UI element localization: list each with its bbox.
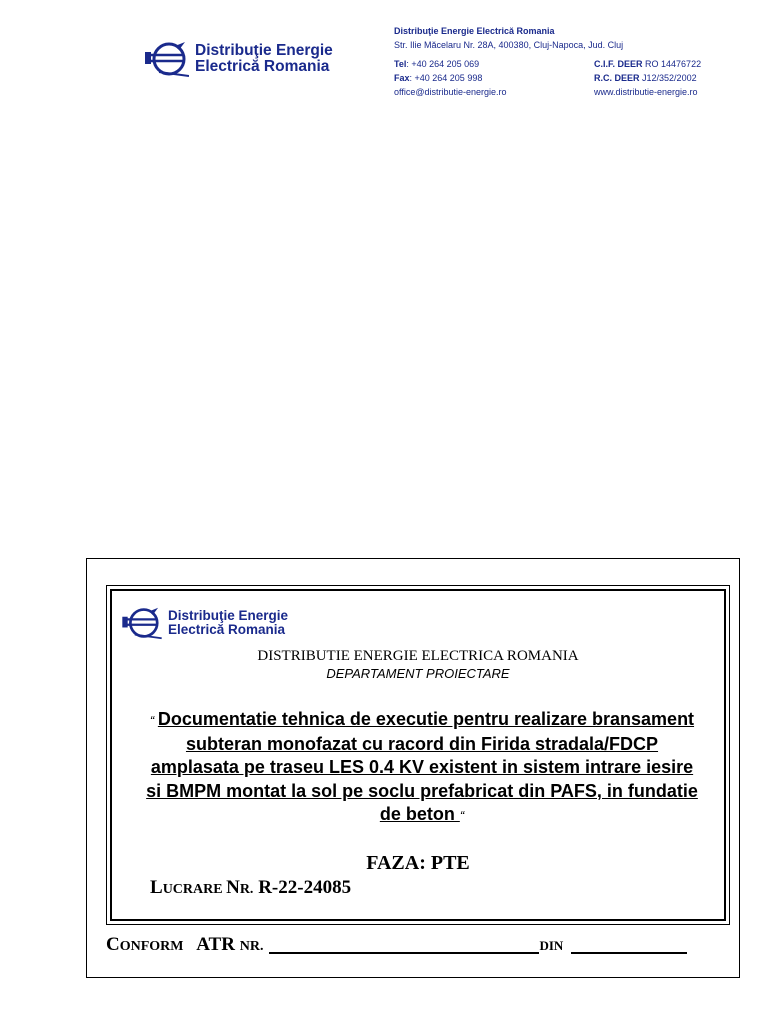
phone-value: : +40 264 205 069 [406, 59, 480, 69]
header-phone [394, 57, 479, 72]
conform-initial: C [106, 934, 120, 955]
work-label-rest: UCRARE [162, 882, 227, 897]
fax-value: : +40 264 205 998 [409, 73, 483, 83]
phase-label: FAZA: [366, 852, 426, 874]
work-number-line [150, 877, 351, 899]
company-logo-icon [122, 606, 162, 640]
company-logo-icon [145, 40, 189, 78]
logo-line-2: Electrică Romania [168, 622, 286, 637]
header-cif [594, 57, 701, 72]
work-number: R-22-24085 [258, 877, 352, 898]
rc-value: J12/352/2002 [642, 73, 697, 83]
rc-label: R.C. DEER [594, 73, 640, 83]
logo-line-1: Distribuţie Energie [195, 41, 333, 59]
logo-wordmark [168, 609, 288, 637]
company-title: DISTRIBUTIE ENERGIE ELECTRICA ROMANIA [257, 648, 579, 664]
phase-value: PTE [430, 852, 470, 874]
nr-label: NR. [239, 939, 264, 954]
close-quote: “ [459, 808, 465, 824]
open-quote: “ [149, 713, 158, 728]
din-label: DIN [539, 938, 564, 953]
header-fax [394, 71, 482, 86]
fax-label: Fax [394, 73, 410, 83]
atr-label: ATR [196, 934, 235, 955]
header-email: office@distributie-energie.ro [394, 87, 507, 97]
atr-number-blank[interactable] [269, 934, 539, 954]
header-address: Str. Ilie Măcelaru Nr. 28A, 400380, Cluj-Napoca, Jud. Cluj [394, 40, 624, 50]
phone-label: Tel [394, 59, 407, 69]
work-nr-initial: N [226, 877, 240, 898]
header-rc [594, 71, 697, 86]
department-name: DEPARTAMENT PROIECTARE [326, 666, 510, 681]
conform-atr-line [106, 934, 687, 956]
logo-line-2: Electrică Romania [195, 58, 330, 75]
header-company-name: Distribuţie Energie Electrică Romania [394, 26, 555, 36]
conform-rest: ONFORM [119, 939, 184, 954]
date-blank[interactable] [571, 934, 687, 954]
document-title [146, 708, 698, 828]
logo-wordmark [195, 43, 333, 76]
company-logo-header [145, 40, 333, 78]
work-label-initial: L [150, 877, 163, 898]
logo-line-1: Distribuţie Energie [168, 607, 289, 623]
cif-value: RO 14476722 [645, 59, 702, 69]
cif-label: C.I.F. DEER [594, 59, 643, 69]
phase-line [106, 852, 730, 875]
document-title-text: Documentatie tehnica de executie pentru realizare bransament subteran monofazat cu racord din Firida stradala/FDCP amplasata pe traseu LES 0.4 KV existent in sistem intrare iesire si BMPM montat la sol pe soclu prefabricat din PAFS, in fundatie de beton [146, 709, 698, 825]
header-website: www.distributie-energie.ro [594, 87, 698, 97]
work-nr-rest: R. [239, 882, 254, 897]
company-logo-box [122, 606, 288, 640]
